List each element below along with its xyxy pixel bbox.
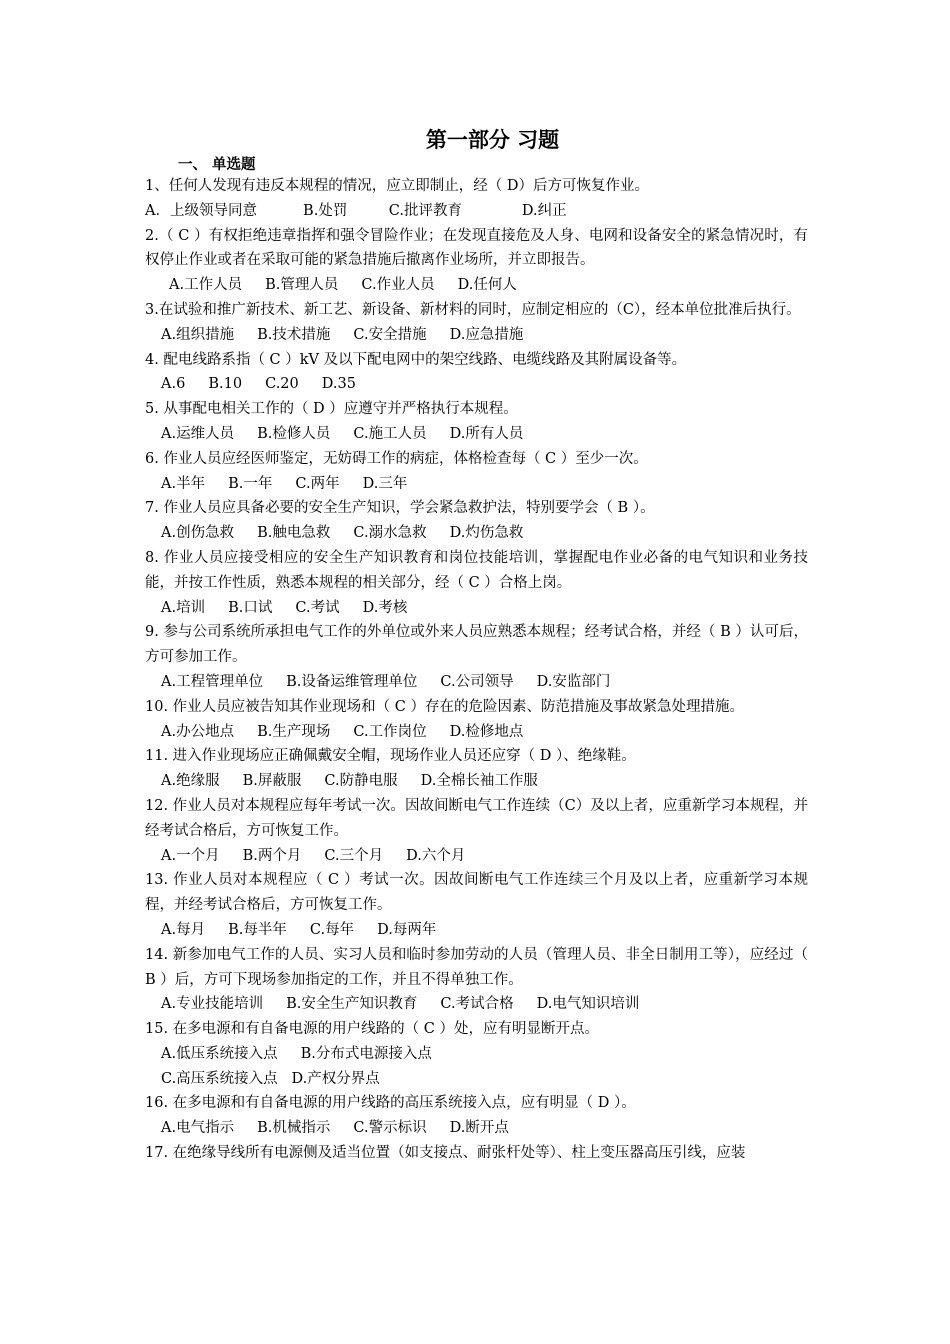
- question-text: 3.在试验和推广新技术、新工艺、新设备、新材料的同时，应制定相应的（C），经本单位批准后执行。: [145, 301, 801, 318]
- question-options: A.半年 B.一年 C.两年 D.三年: [161, 475, 408, 492]
- question-options: A.一个月 B.两个月 C.三个月 D.六个月: [161, 847, 466, 864]
- question-text: 6. 作业人员应经医师鉴定，无妨碍工作的病症，体格检查每（ C ）至少一次。: [145, 450, 648, 467]
- section-heading: 一、 单选题: [178, 157, 256, 173]
- question-text: 15. 在多电源和有自备电源的用户线路的（ C ）处，应有明显断开点。: [145, 1021, 599, 1038]
- question-options: A.工程管理单位 B.设备运维管理单位 C.公司领导 D.安监部门: [161, 673, 611, 690]
- question-text: 12. 作业人员对本规程应每年考试一次。因故间断电气工作连续（C）及以上者，应重新学习本规程，并经考试合格后，方可恢复工作。: [145, 797, 808, 839]
- question-options: A.每月 B.每半年 C.每年 D.每两年: [161, 921, 437, 938]
- question-options: A.培训 B.口试 C.考试 D.考核: [161, 599, 408, 616]
- question-options: A.电气指示 B.机械指示 C.警示标识 D.断开点: [161, 1120, 509, 1137]
- question-text: 17. 在绝缘导线所有电源侧及适当位置（如支接点、耐张杆处等）、柱上变压器高压引线，应装: [145, 1145, 746, 1162]
- page-title: 第一部分 习题: [425, 128, 560, 152]
- question-text: 1、任何人发现有违反本规程的情况，应立即制止，经（ D）后方可恢复作业。: [145, 178, 649, 194]
- question-options: A.低压系统接入点 B.分布式电源接入点: [161, 1045, 432, 1062]
- question-options: A.办公地点 B.生产现场 C.工作岗位 D.检修地点: [161, 723, 524, 740]
- question-options: C.高压系统接入点 D.产权分界点: [161, 1070, 380, 1087]
- question-text: 9. 参与公司系统所承担电气工作的外单位或外来人员应熟悉本规程；经考试合格，并经（ B ）认可后，方可参加工作。: [145, 624, 808, 666]
- question-text: 11. 进入作业现场应正确佩戴安全帽，现场作业人员还应穿（ D ）、绝缘鞋。: [145, 748, 636, 765]
- question-options: A．上级领导同意 B.处罚 C.批评教育 D.纠正: [145, 202, 567, 219]
- question-options: A.运维人员 B.检修人员 C.施工人员 D.所有人员: [161, 425, 524, 442]
- question-options: A.绝缘服 B.屏蔽服 C.防静电服 D.全棉长袖工作服: [161, 773, 538, 790]
- question-options: A.专业技能培训 B.安全生产知识教育 C.考试合格 D.电气知识培训: [161, 996, 640, 1013]
- question-list: [145, 174, 808, 1166]
- question-options: A.创伤急救 B.触电急救 C.溺水急救 D.灼伤急救: [161, 525, 524, 542]
- question-text: 16. 在多电源和有自备电源的用户线路的高压系统接入点，应有明显（ D ）。: [145, 1095, 636, 1112]
- question-options: A.组织措施 B.技术措施 C.安全措施 D.应急措施: [161, 326, 524, 343]
- question-options: A.工作人员 B.管理人员 C.作业人员 D.任何人: [169, 277, 517, 294]
- question-text: 13. 作业人员对本规程应（ C ）考试一次。因故间断电气工作连续三个月及以上者，应重新学习本规程，并经考试合格后，方可恢复工作。: [145, 872, 808, 914]
- question-text: 7. 作业人员应具备必要的安全生产知识，学会紧急救护法，特别要学会（ B ）。: [145, 500, 655, 517]
- question-text: 8. 作业人员应接受相应的安全生产知识教育和岗位技能培训，掌握配电作业必备的电气知识和业务技能，并按工作性质，熟悉本规程的相关部分，经（ C ）合格上岗。: [145, 549, 808, 591]
- question-text: 10. 作业人员应被告知其作业现场和（ C ）存在的危险因素、防范措施及事故紧急处理措施。: [145, 698, 744, 715]
- question-text: 2.（ C ）有权拒绝违章指挥和强令冒险作业；在发现直接危及人身、电网和设备安全的紧急情况时，有权停止作业或者在采取可能的紧急措施后撤离作业场所，并立即报告。: [145, 227, 808, 269]
- question-text: 14. 新参加电气工作的人员、实习人员和临时参加劳动的人员（管理人员、非全日制用工等），应经过（ B ）后，方可下现场参加指定的工作，并且不得单独工作。: [145, 946, 808, 988]
- question-text: 4. 配电线路系指（ C ）kV 及以下配电网中的架空线路、电缆线路及其附属设备等。: [145, 351, 687, 368]
- question-options: A.6 B.10 C.20 D.35: [161, 376, 356, 393]
- question-text: 5. 从事配电相关工作的（ D ）应遵守并严格执行本规程。: [145, 401, 518, 418]
